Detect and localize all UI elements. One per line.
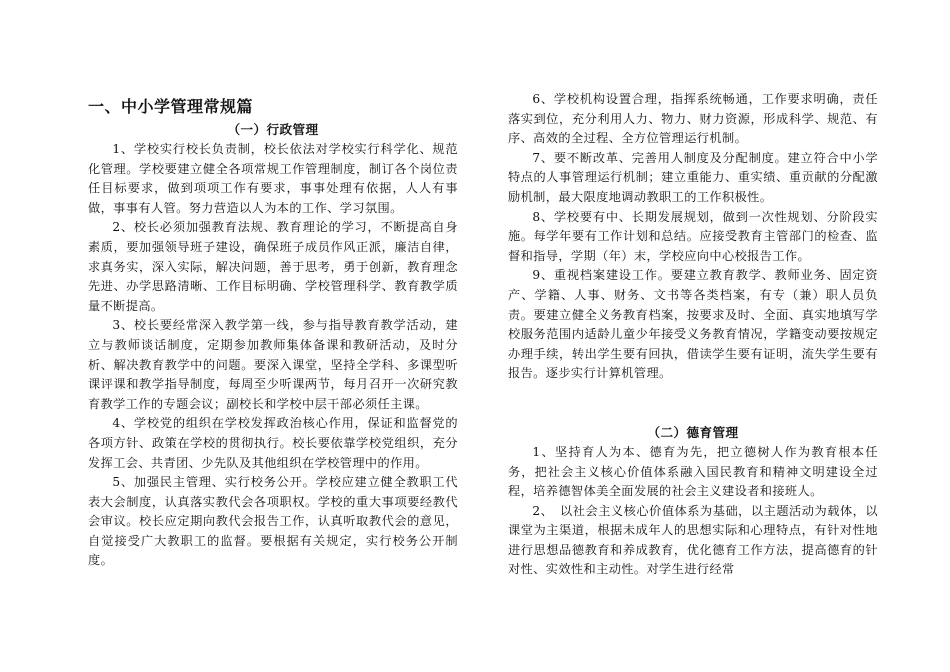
paragraph-admin-3: 3、校长要经常深入教学第一线，参与指导教育教学活动，建立与教师谈话制度，定期参加教师集体备课和教研活动，及时分析、解决教育教学中的问题。要深入课堂，坚持全学科、多课型听课评课和教学指导制度，每周至少听课两节，每月召开一次研究教育教学工作的专题会议；副校长和学校中层干部必须任主课。 (88, 318, 458, 411)
paragraph-admin-6: 6、学校机构设置合理，指挥系统畅通，工作要求明确，责任落实到位，充分利用人力、物力、财力资源，形成科学、规范、有序、高效的全过程、全方位管理运行机制。 (508, 92, 878, 146)
paragraph-admin-4: 4、学校党的组织在学校发挥政治核心作用，保证和监督党的各项方针、政策在学校的贯彻执行。校长要依靠学校党组织，充分发挥工会、共青团、少先队及其他组织在学校管理中的作用。 (88, 416, 458, 470)
section-heading-administration: （一）行政管理 (227, 122, 319, 137)
paragraph-admin-9: 9、重视档案建设工作。要建立教育教学、教师业务、固定资产、学籍、人事、财务、文书等各类档案，有专（兼）职人员负责。要建立健全义务教育档案，按要求及时、全面、真实地填写学校服务范围内适龄儿童少年接受义务教育情况，学籍变动要按规定办理手续，转出学生要有回执，借读学生要有证明，流失学生要有报告。逐步实行计算机管理。 (508, 268, 878, 381)
section-spacer (508, 384, 878, 423)
paragraph-moral-1: 1、坚持育人为本、德育为先，把立德树人作为教育根本任务，把社会主义核心价值体系融入国民教育和精神文明建设全过程，培养德智体美全面发展的社会主义建设者和接班人。 (508, 444, 878, 499)
chapter-heading: 一、中小学管理常规篇 (88, 97, 254, 116)
paragraph-admin-8: 8、学校要有中、长期发展规划，做到一次性规划、分阶段实施。每学年要有工作计划和总结。应接受教育主管部门的检查、监督和指导，学期（年）末，学校应向中心校报告工作。 (508, 209, 878, 263)
paragraph-admin-5: 5、加强民主管理、实行校务公开。学校应建立健全教职工代表大会制度，认真落实教代会各项职权。学校的重大事项要经教代会审议。校长应定期向教代会报告工作，认真听取教代会的意见，自觉接受广大教职工的监督。要根据有关规定，实行校务公开制度。 (88, 475, 458, 568)
section-heading-moral-education: （二）德育管理 (647, 424, 739, 440)
paragraph-admin-7: 7、要不断改革、完善用人制度及分配制度。建立符合中小学特点的人事管理运行机制；建立重能力、重实绩、重贡献的分配激励机制，最大限度地调动教职工的工作积极性。 (508, 150, 878, 204)
paragraph-admin-2: 2、校长必须加强教育法规、教育理论的学习，不断提高自身素质，要加强领导班子建设，确保班子成员作风正派，廉洁自律，求真务实，深入实际，解决问题，善于思考，勇于创新，教育理念先进、办学思路清晰、工作目标明确、学校管理科学、教育教学质量不断提高。 (88, 220, 458, 313)
paragraph-admin-1: 1、学校实行校长负责制，校长依法对学校实行科学化、规范化管理。学校要建立健全各项常规工作管理制度，制订各个岗位责任目标要求，做到项项工作有要求，事事处理有依据，人人有事做，事事有人管。努力营造以人为本的工作、学习氛围。 (88, 142, 458, 215)
left-column (88, 90, 458, 571)
paragraph-moral-2: 2、 以社会主义核心价值体系为基础，以主题活动为载体，以课堂为主渠道，根据未成年人的思想实际和心理特点，有针对性地进行思想品德教育和养成教育，优化德育工作方法，提高德育的针对性、实效性和主动性。对学生进行经常 (508, 503, 878, 577)
right-column (508, 90, 878, 580)
